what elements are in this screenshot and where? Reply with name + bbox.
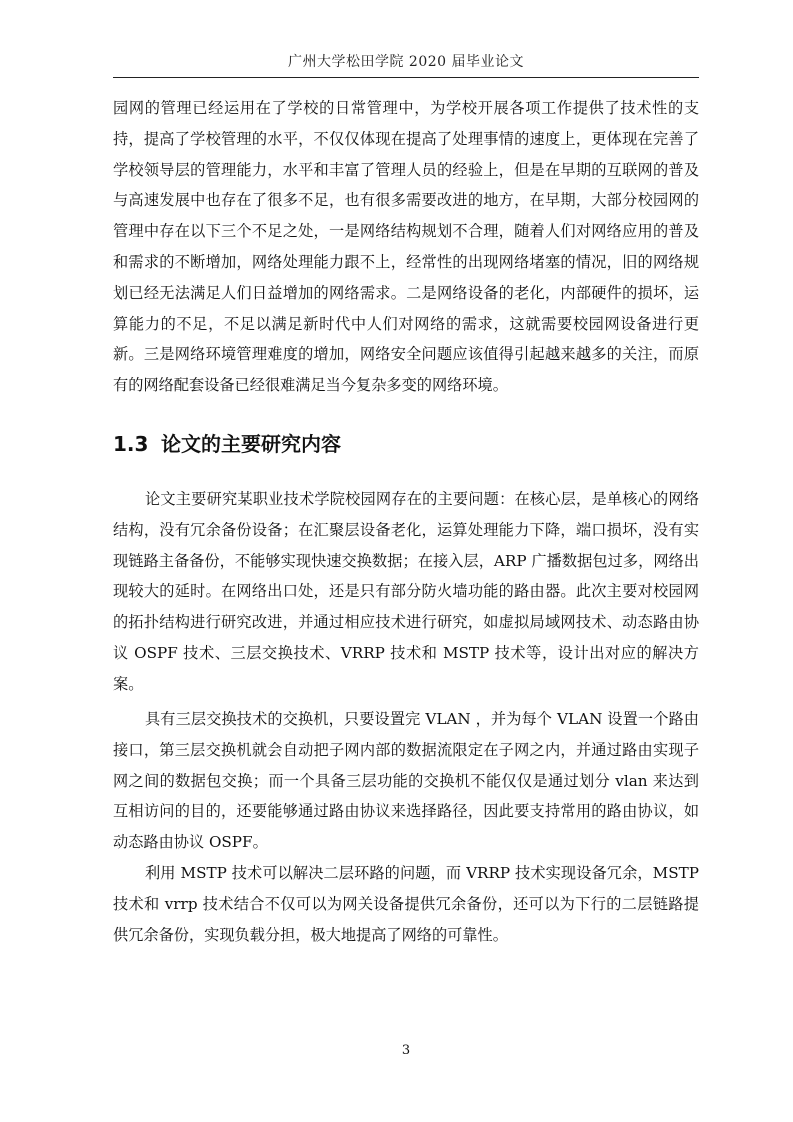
- body-paragraph: 利用 MSTP 技术可以解决二层环路的问题，而 VRRP 技术实现设备冗余，MSTP 技术和 vrrp 技术结合不仅可以为网关设备提供冗余备份，还可以为下行的二层链路提供冗余备份，实现负载分担，极大地提高了网络的可靠性。: [113, 864, 699, 944]
- section-number: 1.3: [113, 432, 149, 456]
- body-paragraph: 园网的管理已经运用在了学校的日常管理中，为学校开展各项工作提供了技术性的支持，提高了学校管理的水平，不仅仅体现在提高了处理事情的速度上，更体现在完善了学校领导层的管理能力，水平和丰富了管理人员的经验上，但是在早期的互联网的普及与高速发展中也存在了很多不足，也有很多需要改进的地方，在早期，大部分校园网的管理中存在以下三个不足之处，一是网络结构规划不合理，随着人们对网络应用的普及和需求的不断增加，网络处理能力跟不上，经常性的出现网络堵塞的情况，旧的网络规划已经无法满足人们日益增加的网络需求。二是网络设备的老化，内部硬件的损坏，运算能力的不足，不足以满足新时代中人们对网络的需求，这就需要校园网设备进行更新。三是网络环境管理难度的增加，网络安全问题应该值得引起越来越多的关注，而原有的网络配套设备已经很难满足当今复杂多变的网络环境。: [113, 99, 699, 395]
- page-number: 3: [401, 1043, 411, 1058]
- page-header: 广州大学松田学院 2020 届毕业论文: [287, 54, 525, 70]
- body-paragraph: 论文主要研究某职业技术学院校园网存在的主要问题：在核心层，是单核心的网络结构，没有冗余备份设备；在汇聚层设备老化，运算处理能力下降，端口损坏，没有实现链路主备备份，不能够实现快速交换数据；在接入层，ARP 广播数据包过多，网络出现较大的延时。在网络出口处，还是只有部分防火墙功能的路由器。此次主要对校园网的拓扑结构进行研究改进，并通过相应技术进行研究，如虚拟局域网技术、动态路由协议 OSPF 技术、三层交换技术、VRRP 技术和 MSTP 技术等，设计出对应的解决方案。: [113, 490, 699, 693]
- header-rule: [113, 77, 699, 78]
- section-title: 论文的主要研究内容: [161, 432, 341, 456]
- body-paragraph: 具有三层交换技术的交换机，只要设置完 VLAN ，并为每个 VLAN 设置一个路由接口，第三层交换机就会自动把子网内部的数据流限定在子网之内，并通过路由实现子网之间的数据包交换；而一个具备三层功能的交换机不能仅仅是通过划分 vlan 来达到互相访问的目的，还要能够通过路由协议来选择路径，因此要支持常用的路由协议，如动态路由协议 OSPF。: [113, 710, 699, 852]
- section-heading: [113, 429, 341, 459]
